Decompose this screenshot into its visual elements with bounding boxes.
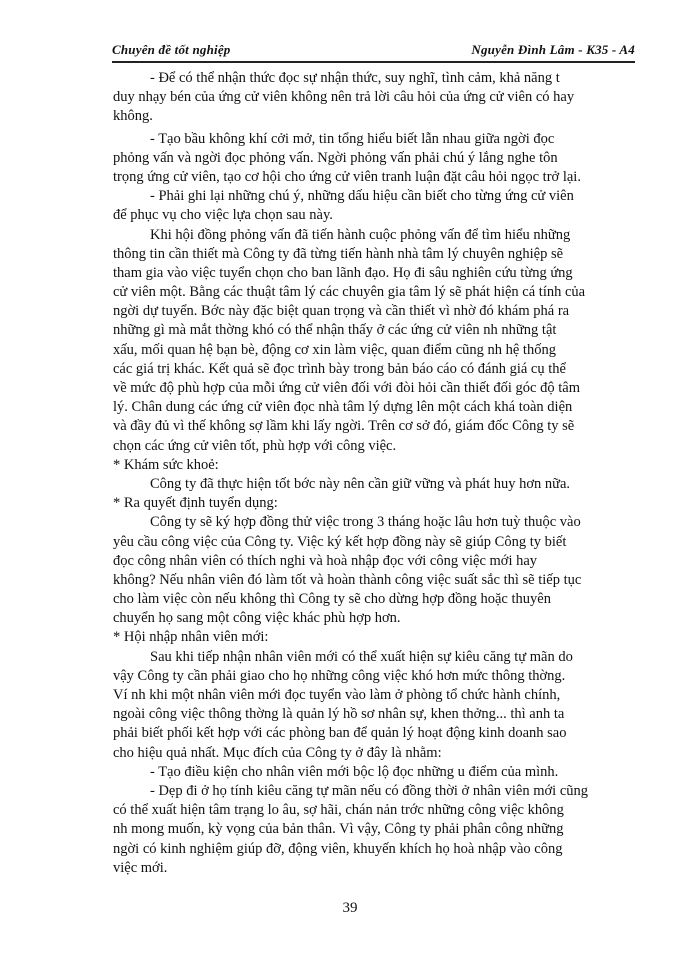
page-header <box>112 34 635 62</box>
text-line: để phục vụ cho việc lựa chọn sau này. <box>113 207 333 224</box>
text-line: việc mới. <box>113 859 168 876</box>
text-line: thông tin cần thiết mà Công ty đã từng tiến hành nhà tâm lý chuyên nghiệp sẽ <box>113 245 564 262</box>
text-line: nh mong muốn, kỳ vọng của bản thân. Vì vậy, Công ty phải phân công những <box>113 821 564 838</box>
text-line: - Tạo bầu không khí cởi mở, tin tổng hiểu biết lẫn nhau giữa ngời đọc <box>150 130 555 147</box>
body-text <box>113 69 635 878</box>
section-heading: * Khám sức khoẻ: <box>113 456 219 473</box>
section-heading: * Hội nhập nhân viên mới: <box>113 629 269 646</box>
text-line: - Dẹp đi ở họ tính kiêu căng tự mãn nếu có đồng thời ở nhân viên mới cũng <box>150 782 589 799</box>
text-line: Công ty đã thực hiện tốt bớc này nên cần giữ vững và phát huy hơn nữa. <box>150 475 571 492</box>
text-line: các giá trị khác. Kết quả sẽ đọc trình bày trong bản báo cáo có đánh giá cụ thể <box>113 360 566 377</box>
page-number: 39 <box>342 900 358 916</box>
text-line: cho hiệu quả nhất. Mục đích của Công ty ở đây là nhằm: <box>113 744 442 761</box>
text-line: ngoài công việc thông thờng là quản lý hồ sơ nhân sự, khen thởng... thì anh ta <box>113 706 565 723</box>
text-line: xấu, mối quan hệ bạn bè, động cơ xin làm việc, quan điểm cũng nh hệ thống <box>113 341 556 358</box>
text-line: trọng ứng cử viên, tạo cơ hội cho ứng cử viên tranh luận đặt câu hỏi ngọc trở lại. <box>113 168 581 185</box>
text-line: những gì mà mắt thờng khó có thể nhận thấy ở các ứng cử viên nh những tật <box>113 322 557 339</box>
text-line: vậy Công ty cần phải giao cho họ những công việc khó hơn mức thông thờng. <box>113 667 566 684</box>
text-line: Khi hội đồng phỏng vấn đã tiến hành cuộc phỏng vấn để tìm hiểu những <box>150 226 571 243</box>
text-line: cho làm việc còn nếu không thì Công ty sẽ cho dừng hợp đồng hoặc thuyên <box>113 591 551 608</box>
text-line: và đầy đủ vì thế không sợ lầm khi lấy ngời. Trên cơ sở đó, giám đốc Công ty sẽ <box>113 418 575 435</box>
text-line: - Để có thể nhận thức đọc sự nhận thức, suy nghĩ, tình cảm, khả năng t <box>150 70 560 86</box>
text-line: Ví nh khi một nhân viên mới đọc tuyển vào làm ở phòng tổ chức hành chính, <box>113 687 561 703</box>
header-rule <box>112 61 635 63</box>
text-line: duy nhạy bén của ứng cử viên không nên trả lời câu hỏi của ứng cử viên có hay <box>113 89 575 106</box>
text-line: Sau khi tiếp nhận nhân viên mới có thể xuất hiện sự kiêu căng tự mãn do <box>150 648 573 665</box>
text-line: cử viên một. Bằng các thuật tâm lý các chuyên gia tâm lý sẽ phát hiện cá tính của <box>113 284 586 301</box>
text-line: ngời có kinh nghiệm giúp đỡ, động viên, khuyến khích họ hoà nhập vào công <box>113 840 563 857</box>
text-line: - Tạo điều kiện cho nhân viên mới bộc lộ đọc những u điểm của mình. <box>150 763 559 780</box>
text-line: về mức độ phù hợp của mỗi ứng cử viên đối với đòi hỏi cần thiết đối góc độ tâm <box>113 380 580 396</box>
text-line: tham gia vào việc tuyển chọn cho ban lãnh đạo. Họ đi sâu nghiên cứu từng ứng <box>113 264 573 281</box>
text-line: ngời dự tuyển. Bớc này đặc biệt quan trọng và cần thiết vì nhờ đó khám phá ra <box>113 303 570 320</box>
text-line: có thể xuất hiện tâm trạng lo âu, sợ hãi, chán nản trớc những công việc không <box>113 802 564 819</box>
text-line: yêu cầu công việc của Công ty. Việc ký kết hợp đồng này sẽ giúp Công ty biết <box>113 533 567 550</box>
text-line: đọc công nhân viên có thích nghi và hoà nhập đọc với công việc mới hay <box>113 552 538 569</box>
text-line: Công ty sẽ ký hợp đồng thử việc trong 3 tháng hoặc lâu hơn tuỳ thuộc vào <box>150 514 581 531</box>
text-line: không. <box>113 108 153 125</box>
header-author: Nguyễn Đình Lâm - K35 - A4 <box>471 42 635 57</box>
text-line: chọn các ứng cử viên tốt, phù hợp với công việc. <box>113 437 397 454</box>
text-line: phải biết phối kết hợp với các phòng ban để quản lý hoạt động kinh doanh sao <box>113 725 567 742</box>
text-line: lý. Chân dung các ứng cử viên đọc nhà tâm lý dựng lên một cách khá toàn diện <box>113 399 573 416</box>
text-line: - Phải ghi lại những chú ý, những dấu hiệu cần biết cho từng ứng cử viên <box>150 188 574 205</box>
text-line: chuyển họ sang một công việc khác phù hợp hơn. <box>113 610 401 627</box>
text-line: không? Nếu nhân viên đó làm tốt và hoàn thành công việc suất sắc thì sẽ tiếp tục <box>113 571 582 588</box>
section-heading: * Ra quyết định tuyển dụng: <box>113 495 278 512</box>
header-thesis-title: Chuyên đề tốt nghiệp <box>112 42 231 57</box>
text-line: phỏng vấn và ngời đọc phỏng vấn. Ngời phỏng vấn phải chú ý lắng nghe tôn <box>113 149 558 166</box>
